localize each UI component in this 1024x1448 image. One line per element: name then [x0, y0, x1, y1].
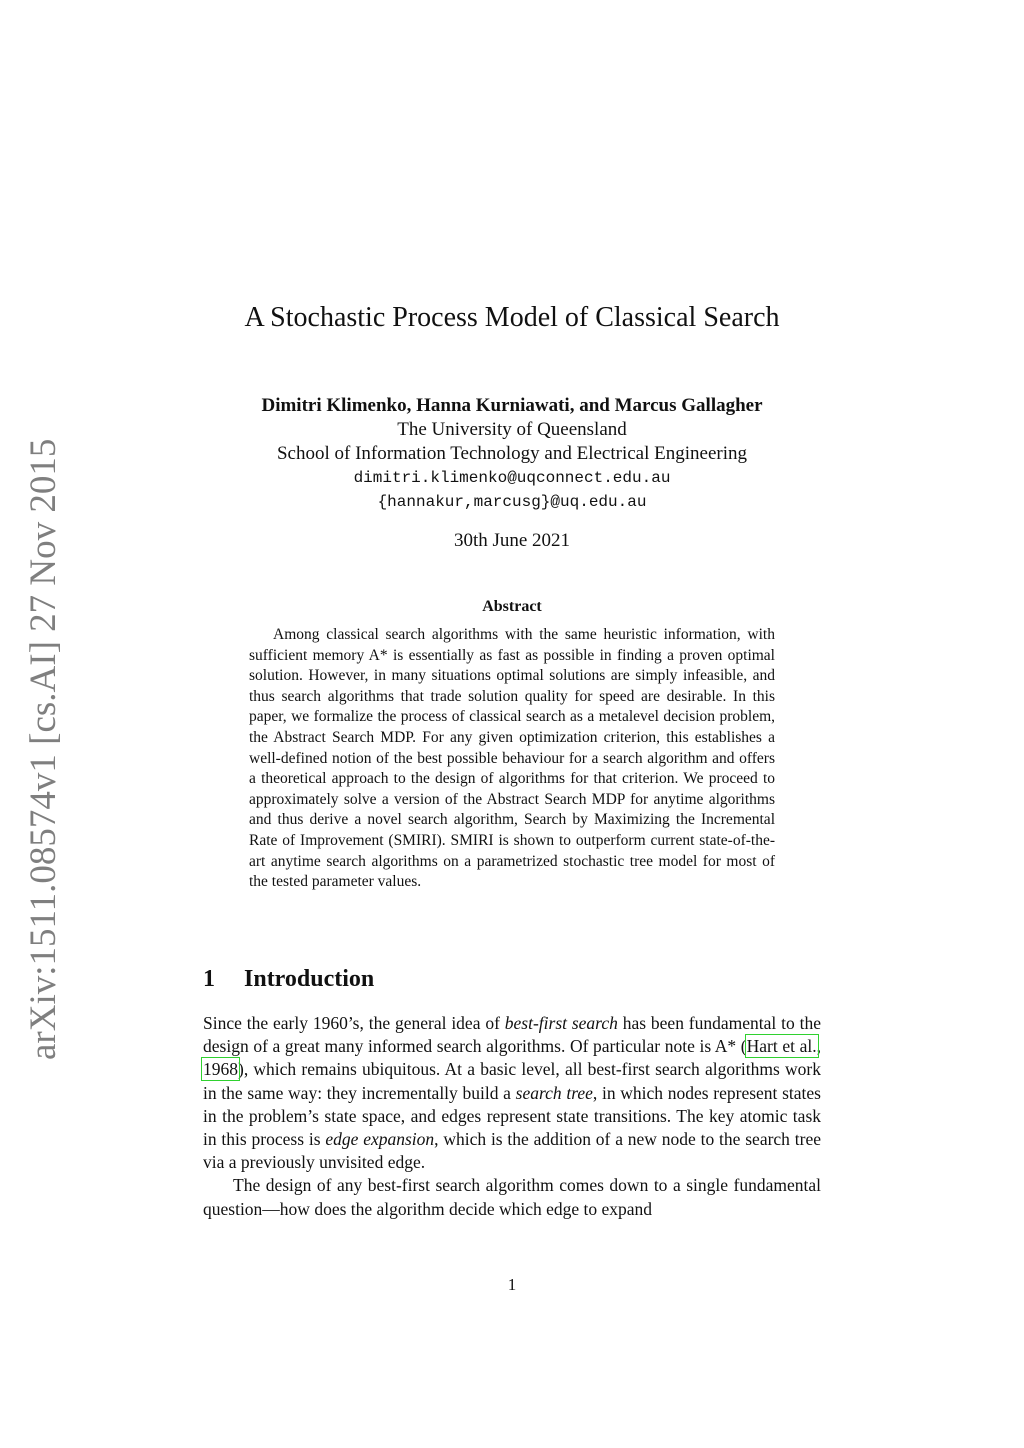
term-edge-expansion: edge expansion — [325, 1129, 435, 1150]
intro-paragraph-1: Since the early 1960’s, the general idea of best-first search has been fundamental to the design of a great many informed search algorithms. Of particular note is A* (Hart et al., 1968), which remains ubiquitous. At a basic level, all best-first search algorithms work in the same way: they incrementally build a search tree, in which nodes represent states in the problem’s state space, and edges represent state transitions. The key atomic task in this process is edge expansion, which is the addition of a new node to the search tree via a previously unvisited edge. — [203, 1013, 821, 1173]
paper-title: A Stochastic Process Model of Classical Search — [244, 302, 780, 333]
intro-paragraph-2: The design of any best-first search algorithm comes down to a single fundamental question—how does the algorithm decide which edge to expand — [203, 1175, 821, 1219]
abstract-heading: Abstract — [482, 598, 542, 615]
paper-date: 30th June 2021 — [453, 530, 571, 551]
term-best-first-search: best-first search — [504, 1013, 618, 1033]
affiliation-university: The University of Queensland — [397, 419, 627, 440]
page-number: 1 — [507, 1275, 517, 1294]
introduction-body — [203, 1012, 821, 1221]
author-names: Dimitri Klimenko, Hanna Kurniawati, and Marcus Gallagher — [261, 395, 763, 416]
abstract-text: Among classical search algorithms with the same heuristic information, with sufficient memory A* is essentially as fast as possible in finding a proven optimal solution. However, in many situations optimal solutions are simply infeasible, and thus search algorithms that trade solution quality for speed are desirable. In this paper, we formalize the process of classical search as a metalevel decision problem, the Abstract Search MDP. For any given optimization criterion, this establishes a well-defined notion of the best possible behaviour for a search algorithm and offers a theoretical approach to the design of algorithms for that criterion. We proceed to approximately solve a version of the Abstract Search MDP for anytime algorithms and thus derive a novel search algorithm, Search by Maximizing the Incremental Rate of Improvement (SMIRI). SMIRI is shown to outperform current state-of-the-art anytime search algorithms on a parametrized stochastic tree model for most of the tested parameter values. — [249, 626, 775, 891]
arxiv-identifier: arXiv:1511.08574v1 [cs.AI] 27 Nov 2015 — [23, 438, 64, 1060]
email-second: {hannakur,marcusg}@uq.edu.au — [377, 493, 647, 511]
section-number: 1 — [203, 966, 215, 992]
citation-link-year[interactable]: 1968 — [203, 1059, 238, 1080]
email-first: dimitri.klimenko@uqconnect.edu.au — [353, 469, 671, 487]
author-block — [200, 394, 824, 514]
section-title: Introduction — [244, 966, 375, 992]
term-search-tree: search tree — [515, 1082, 593, 1103]
citation-link-authors[interactable]: Hart et al. — [746, 1036, 817, 1057]
affiliation-school: School of Information Technology and Electrical Engineering — [276, 443, 747, 464]
section-heading — [203, 963, 374, 995]
